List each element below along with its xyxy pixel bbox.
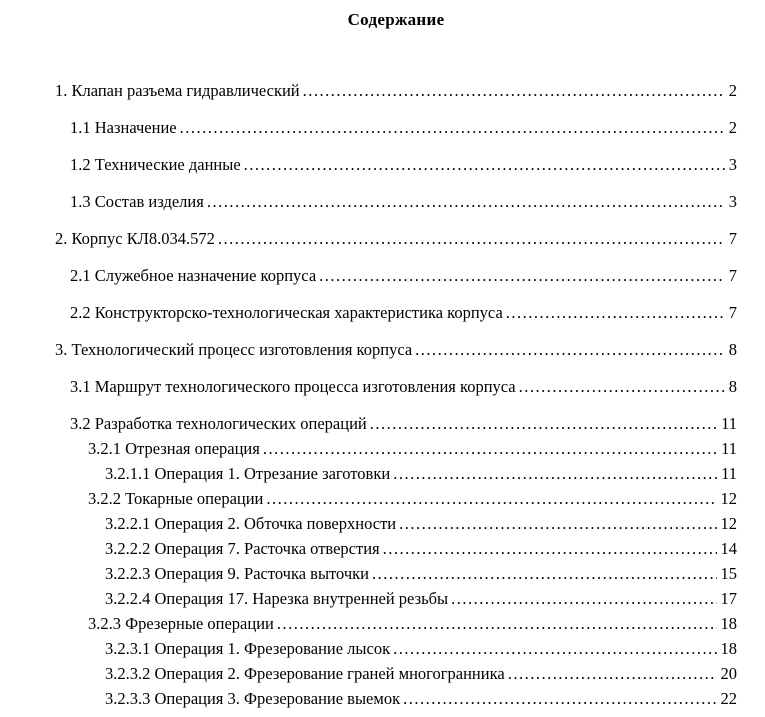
toc-page-number: 14	[720, 539, 737, 558]
toc-entry[interactable]	[55, 79, 737, 103]
toc-dot-leader	[383, 537, 717, 561]
toc-entry[interactable]	[55, 562, 737, 586]
toc-dot-leader	[519, 375, 725, 399]
toc-entry-label: 3. Технологический процесс изготовления корпуса	[55, 340, 413, 359]
toc-entry[interactable]	[55, 301, 737, 325]
toc-dot-leader	[207, 190, 725, 214]
toc-dot-leader	[370, 412, 717, 436]
toc-dot-leader	[393, 462, 717, 486]
toc-entry[interactable]	[55, 375, 737, 399]
toc-entry-label: 3.1 Маршрут технологического процесса изготовления корпуса	[70, 377, 516, 396]
toc-entry[interactable]	[55, 462, 737, 486]
toc-dot-leader	[303, 79, 725, 103]
toc-entry-label: 3.2 Разработка технологических операций	[70, 414, 367, 433]
toc-entry-label: 3.2.2 Токарные операции	[88, 489, 264, 508]
toc-entry-label: 3.2.3.2 Операция 2. Фрезерование граней многогранника	[105, 664, 505, 683]
toc-entry-label: 1.3 Состав изделия	[70, 192, 204, 211]
toc-entry-label: 3.2.3.3 Операция 3. Фрезерование выемок	[105, 689, 401, 708]
toc-entry-label: 2. Корпус КЛ8.034.572	[55, 229, 215, 248]
toc-page-number: 8	[728, 377, 737, 396]
toc-dot-leader	[218, 227, 725, 251]
toc-entry[interactable]	[55, 637, 737, 661]
toc-page-number: 3	[728, 192, 737, 211]
toc-page-number: 11	[721, 464, 737, 483]
document-page	[0, 8, 765, 717]
toc-page-number: 22	[720, 689, 737, 708]
toc-entry[interactable]	[55, 587, 737, 611]
toc-entry[interactable]	[55, 487, 737, 511]
toc-entry[interactable]	[55, 537, 737, 561]
toc-entry-label: 2.1 Служебное назначение корпуса	[70, 266, 317, 285]
toc-entry[interactable]	[55, 264, 737, 288]
toc-dot-leader	[415, 338, 725, 362]
toc-entry[interactable]	[55, 512, 737, 536]
toc-entry[interactable]	[55, 227, 737, 251]
toc-entry-label: 1. Клапан разъема гидравлический	[55, 81, 300, 100]
toc-page-number: 2	[728, 118, 737, 137]
toc-page-number: 17	[720, 589, 737, 608]
toc-dot-leader	[451, 587, 716, 611]
toc-entry[interactable]	[55, 687, 737, 711]
toc-dot-leader	[403, 687, 716, 711]
toc-entry[interactable]	[55, 116, 737, 140]
toc-page-number: 18	[720, 614, 737, 633]
toc-dot-leader	[399, 512, 716, 536]
toc-dot-leader	[263, 437, 717, 461]
toc-page-number: 2	[728, 81, 737, 100]
toc-dot-leader	[508, 662, 717, 686]
toc-entry-label: 3.2.1 Отрезная операция	[88, 439, 260, 458]
toc-entry-label: 3.2.2.1 Операция 2. Обточка поверхности	[105, 514, 397, 533]
toc-dot-leader	[393, 637, 716, 661]
toc-entry-label: 3.2.1.1 Операция 1. Отрезание заготовки	[105, 464, 391, 483]
toc-dot-leader	[180, 116, 725, 140]
toc-page-number: 12	[720, 489, 737, 508]
toc-dot-leader	[244, 153, 725, 177]
toc-page-number: 18	[720, 639, 737, 658]
toc-entry[interactable]	[55, 412, 737, 436]
toc-page-number: 8	[728, 340, 737, 359]
toc-entry[interactable]	[55, 662, 737, 686]
toc-dot-leader	[372, 562, 716, 586]
toc-page-number: 20	[720, 664, 737, 683]
toc-dot-leader	[319, 264, 725, 288]
toc-page-number: 12	[720, 514, 737, 533]
toc-page-number: 11	[721, 439, 737, 458]
toc-entry[interactable]	[55, 338, 737, 362]
toc-entry[interactable]	[55, 612, 737, 636]
toc-entry-label: 3.2.2.4 Операция 17. Нарезка внутренней резьбы	[105, 589, 449, 608]
toc-page-number: 15	[720, 564, 737, 583]
toc-entry-label: 3.2.3.1 Операция 1. Фрезерование лысок	[105, 639, 391, 658]
toc-entry[interactable]	[55, 153, 737, 177]
toc-entry[interactable]	[55, 437, 737, 461]
toc-page-number: 7	[728, 229, 737, 248]
toc-page-number: 11	[721, 414, 737, 433]
toc-page-number: 3	[728, 155, 737, 174]
toc-page-number: 7	[728, 266, 737, 285]
toc-entry-label: 1.2 Технические данные	[70, 155, 241, 174]
toc-page-number: 7	[728, 303, 737, 322]
toc-entry-label: 3.2.2.3 Операция 9. Расточка выточки	[105, 564, 370, 583]
toc-entry-label: 3.2.3 Фрезерные операции	[88, 614, 274, 633]
toc-dot-leader	[277, 612, 717, 636]
toc-dot-leader	[266, 487, 716, 511]
page-title: Содержание	[347, 10, 445, 29]
toc-dot-leader	[506, 301, 725, 325]
toc-entry-label: 3.2.2.2 Операция 7. Расточка отверстия	[105, 539, 380, 558]
toc-entry-label: 1.1 Назначение	[70, 118, 177, 137]
toc-entry-label: 2.2 Конструкторско-технологическая характеристика корпуса	[70, 303, 503, 322]
toc-list	[55, 32, 737, 711]
toc-entry[interactable]	[55, 190, 737, 214]
